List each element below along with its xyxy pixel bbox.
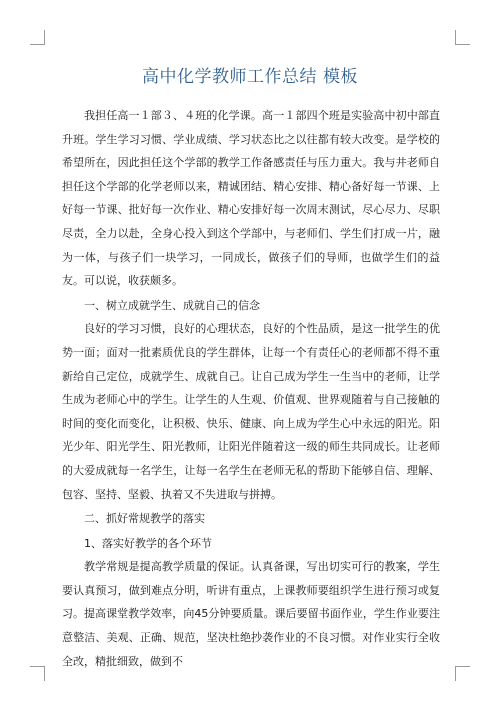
paragraph-section-2-1: 教学常规是提高教学质量的保证。认真备课，写出切实可行的教案，学生要认真预习，做到难点分明，听讲有重点，上课教师要组织学生进行预习或复习。提高课堂教学效率，向45分钟要质量。课后要留书面作业，学生作业要注意整洁、美观、正确、规范，坚决杜绝抄袭作业的不良习惯。对作业实行全收全改，精批细致，做到不: [62, 560, 440, 668]
crop-mark-bottom-left: [30, 666, 45, 681]
crop-mark-top-left: [30, 30, 45, 45]
subsection-heading-2-1: 1、落实好教学的各个环节: [84, 536, 212, 550]
crop-mark-bottom-right: [455, 666, 470, 681]
crop-mark-top-right: [455, 30, 470, 45]
paragraph-intro: 我担任高一１部３、４班的化学课。高一１部四个班是实验高中初中部直升班。学生学习习惯、学业成绩、学习状态比之以往都有较大改变。是学校的希望所在，因此担任这个学部的教学工作备感责任与压力重大。我与井老师自担任这个学部的化学老师以来，精诚团结、精心安排、精心备好每一节课、上好每一节课、批好每一次作业、精心安排好每一次周末测试，尽心尽力、尽职尽责，全力以赴，全身心投入到这个学部中，与老师们、学生们打成一片，融为一体，与孩子们一块学习，一同成长，做孩子们的导师，也做学生们的益友。可以说，收获颇多。: [62, 109, 440, 288]
document-title: 高中化学教师工作总结 模板: [142, 67, 358, 87]
section-heading-1: 一、树立成就学生、成就自己的信念: [84, 298, 260, 312]
document-body: [62, 104, 440, 673]
paragraph-section-1: 良好的学习习惯，良好的心理状态，良好的个性品质，是这一批学生的优势一面；面对一批素质优良的学生群体，让每一个有责任心的老师都不得不重新给自己定位，成就学生、成就自己。让自己成为学生一生当中的老师，让学生成为老师心中的学生。让学生的人生观、价值观、世界观随着与自己接触的时间的变化而变化，让积极、快乐、健康、向上成为学生心中永远的阳光。阳光少年、阳光学生、阳光教师，让阳光伴随着这一级的师生共同成长。让老师的大爱成就每一名学生，让每一名学生在老师无私的帮助下能够自信、理解、包容、坚持、坚毅、执着又不失进取与拼搏。: [62, 322, 440, 501]
section-heading-2: 二、抓好常规教学的落实: [84, 512, 205, 526]
